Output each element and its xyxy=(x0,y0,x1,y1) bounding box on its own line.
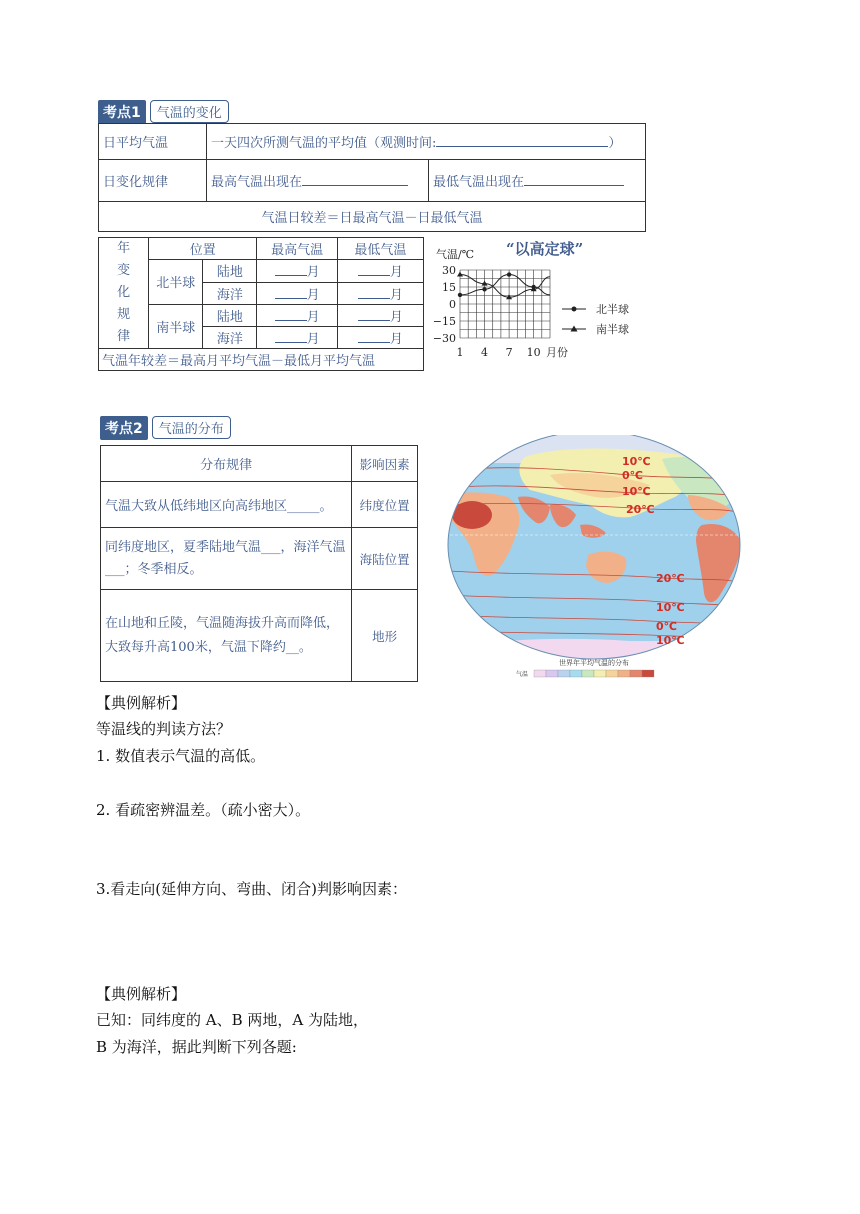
daily-avg-label: 日平均气温 xyxy=(99,124,207,160)
chart-point-north xyxy=(507,272,511,276)
annual-range-formula: 气温年较差＝最高月平均气温－最低月平均气温 xyxy=(99,349,424,371)
annual-label xyxy=(99,238,149,349)
section-title: 气温的分布 xyxy=(152,416,231,439)
land-label: 陆地 xyxy=(203,304,257,327)
south-land-min[interactable]: 月 xyxy=(337,304,423,327)
chart-ytick-label: −15 xyxy=(432,315,456,328)
chart-ylabel: 气温/℃ xyxy=(436,248,475,261)
legend-north: 北半球 xyxy=(596,303,629,316)
section-badge: 考点1 xyxy=(98,100,146,124)
isotherm-label: 10℃ xyxy=(622,485,651,498)
chart-title: “以高定球” xyxy=(506,240,584,258)
chart-lines xyxy=(457,272,550,300)
isotherm-label: 20℃ xyxy=(656,572,685,585)
point-1: 1. 数值表示气温的高低。 xyxy=(96,747,266,765)
map-legend-swatch xyxy=(582,670,594,677)
max-at-blank[interactable] xyxy=(302,185,408,186)
observation-time-blank[interactable] xyxy=(436,146,608,147)
daily-table xyxy=(98,123,646,232)
question-a-b-line2: B 为海洋，据此判断下列各题: xyxy=(96,1038,297,1056)
south-label: 南半球 xyxy=(149,304,203,349)
heading-example-1: 【典例解析】 xyxy=(96,694,187,712)
chart-ytick-label: 0 xyxy=(449,298,456,311)
chart-ytick-label: 15 xyxy=(442,281,456,294)
factor-land-sea: 海陆位置 xyxy=(352,528,418,590)
chart-series-line-south xyxy=(460,275,550,298)
isotherm-label: 10℃ xyxy=(656,601,685,614)
isotherm-label: 10℃ xyxy=(622,455,651,468)
col-factor: 影响因素 xyxy=(352,446,418,482)
isotherm-label: 20℃ xyxy=(626,503,655,516)
chart-xtick-label: 4 xyxy=(481,346,489,359)
map-legend-swatch xyxy=(606,670,618,677)
map-legend-swatch xyxy=(534,670,546,677)
min-at-blank[interactable] xyxy=(524,185,624,186)
annual-label-char: 律 xyxy=(117,329,131,344)
north-land-max[interactable]: 月 xyxy=(257,260,337,283)
col-rule: 分布规律 xyxy=(101,446,352,482)
annual-table xyxy=(98,237,424,371)
factor-latitude: 纬度位置 xyxy=(352,482,418,528)
chart-point-north xyxy=(458,293,462,297)
chart-xtick-label: 1 xyxy=(456,346,464,359)
rule-land-sea: 同纬度地区，夏季陆地气温___，海洋气温___；冬季相反。 xyxy=(101,528,352,590)
factor-terrain: 地形 xyxy=(352,590,418,682)
daily-avg-cell xyxy=(207,124,646,160)
south-ocean-max[interactable]: 月 xyxy=(257,327,337,349)
map-legend-label: 气温 xyxy=(516,671,529,678)
chart-xlabel: 月份 xyxy=(546,346,568,359)
sahara-hotspot xyxy=(452,501,492,529)
col-position: 位置 xyxy=(149,238,257,260)
chart-point-north xyxy=(482,287,486,291)
chart-xtick-label: 10 xyxy=(526,346,541,359)
max-at-label: 最高气温出现在 xyxy=(211,175,303,190)
north-ocean-max[interactable]: 月 xyxy=(257,282,337,304)
land-label: 陆地 xyxy=(203,260,257,283)
map-legend-swatch xyxy=(618,670,630,677)
min-at-label: 最低气温出现在 xyxy=(433,175,525,190)
map-legend-swatch xyxy=(570,670,582,677)
south-land-max[interactable]: 月 xyxy=(257,304,337,327)
point-2: 2. 看疏密辨温差。（疏小密大）。 xyxy=(96,801,311,819)
ocean-label: 海洋 xyxy=(203,282,257,304)
question-a-b-line1: 已知：同纬度的 A、B 两地，A 为陆地， xyxy=(96,1011,368,1029)
isotherm-label: 10℃ xyxy=(656,634,685,647)
min-at-cell xyxy=(429,160,646,202)
isotherm-label: 0℃ xyxy=(656,620,677,633)
section-header xyxy=(98,100,229,124)
daily-avg-desc: 一天四次所测气温的平均值（观测时间: xyxy=(211,136,437,151)
col-min: 最低气温 xyxy=(337,238,423,260)
annual-label-char: 年 xyxy=(117,241,131,256)
world-temperature-map xyxy=(430,435,758,685)
daily-rule-label: 日变化规律 xyxy=(99,160,207,202)
section2-header xyxy=(100,416,231,440)
rule-latitude: 气温大致从低纬地区向高纬地区_____。 xyxy=(101,482,352,528)
map-legend-swatch xyxy=(630,670,642,677)
chart-xtick-label: 7 xyxy=(505,346,513,359)
question-isotherm: 等温线的判读方法？ xyxy=(96,720,232,738)
annual-label-char: 规 xyxy=(117,307,131,322)
max-at-cell xyxy=(207,160,429,202)
chart-legend xyxy=(562,302,629,336)
point-3: 3.看走向(延伸方向、弯曲、闭合)判影响因素： xyxy=(96,880,408,898)
map-legend-swatch xyxy=(558,670,570,677)
chart-ytick-label: 30 xyxy=(442,264,456,277)
daily-range-formula: 气温日较差＝日最高气温－日最低气温 xyxy=(99,202,646,232)
heading-example-2: 【典例解析】 xyxy=(96,985,187,1003)
section-badge: 考点2 xyxy=(100,416,148,440)
map-legend-swatches xyxy=(534,670,654,677)
chart-ytick-label: −30 xyxy=(432,332,456,345)
north-ocean-min[interactable]: 月 xyxy=(337,282,423,304)
map-legend-swatch xyxy=(546,670,558,677)
map-legend-swatch xyxy=(594,670,606,677)
map-globe xyxy=(430,435,758,685)
isotherm-label: 0℃ xyxy=(622,469,643,482)
south-ocean-min[interactable]: 月 xyxy=(337,327,423,349)
distribution-table xyxy=(100,445,418,682)
legend-south: 南半球 xyxy=(596,323,629,336)
annual-label-char: 化 xyxy=(117,285,131,300)
map-legend-title: 世界年平均气温的分布 xyxy=(559,659,629,667)
annual-label-char: 变 xyxy=(117,263,131,278)
ocean-label: 海洋 xyxy=(203,327,257,349)
temperature-line-chart xyxy=(428,236,650,366)
legend-north-marker xyxy=(572,307,577,312)
chart-series-line-north xyxy=(460,275,550,295)
daily-avg-close: ） xyxy=(608,136,622,151)
north-land-min[interactable]: 月 xyxy=(337,260,423,283)
section-title: 气温的变化 xyxy=(150,100,229,123)
col-max: 最高气温 xyxy=(257,238,337,260)
chart-point-south xyxy=(457,272,463,277)
north-label: 北半球 xyxy=(149,260,203,305)
map-legend-swatch xyxy=(642,670,654,677)
rule-terrain: 在山地和丘陵，气温随海拔升高而降低，大致每升高100米，气温下降约__。 xyxy=(101,590,352,682)
